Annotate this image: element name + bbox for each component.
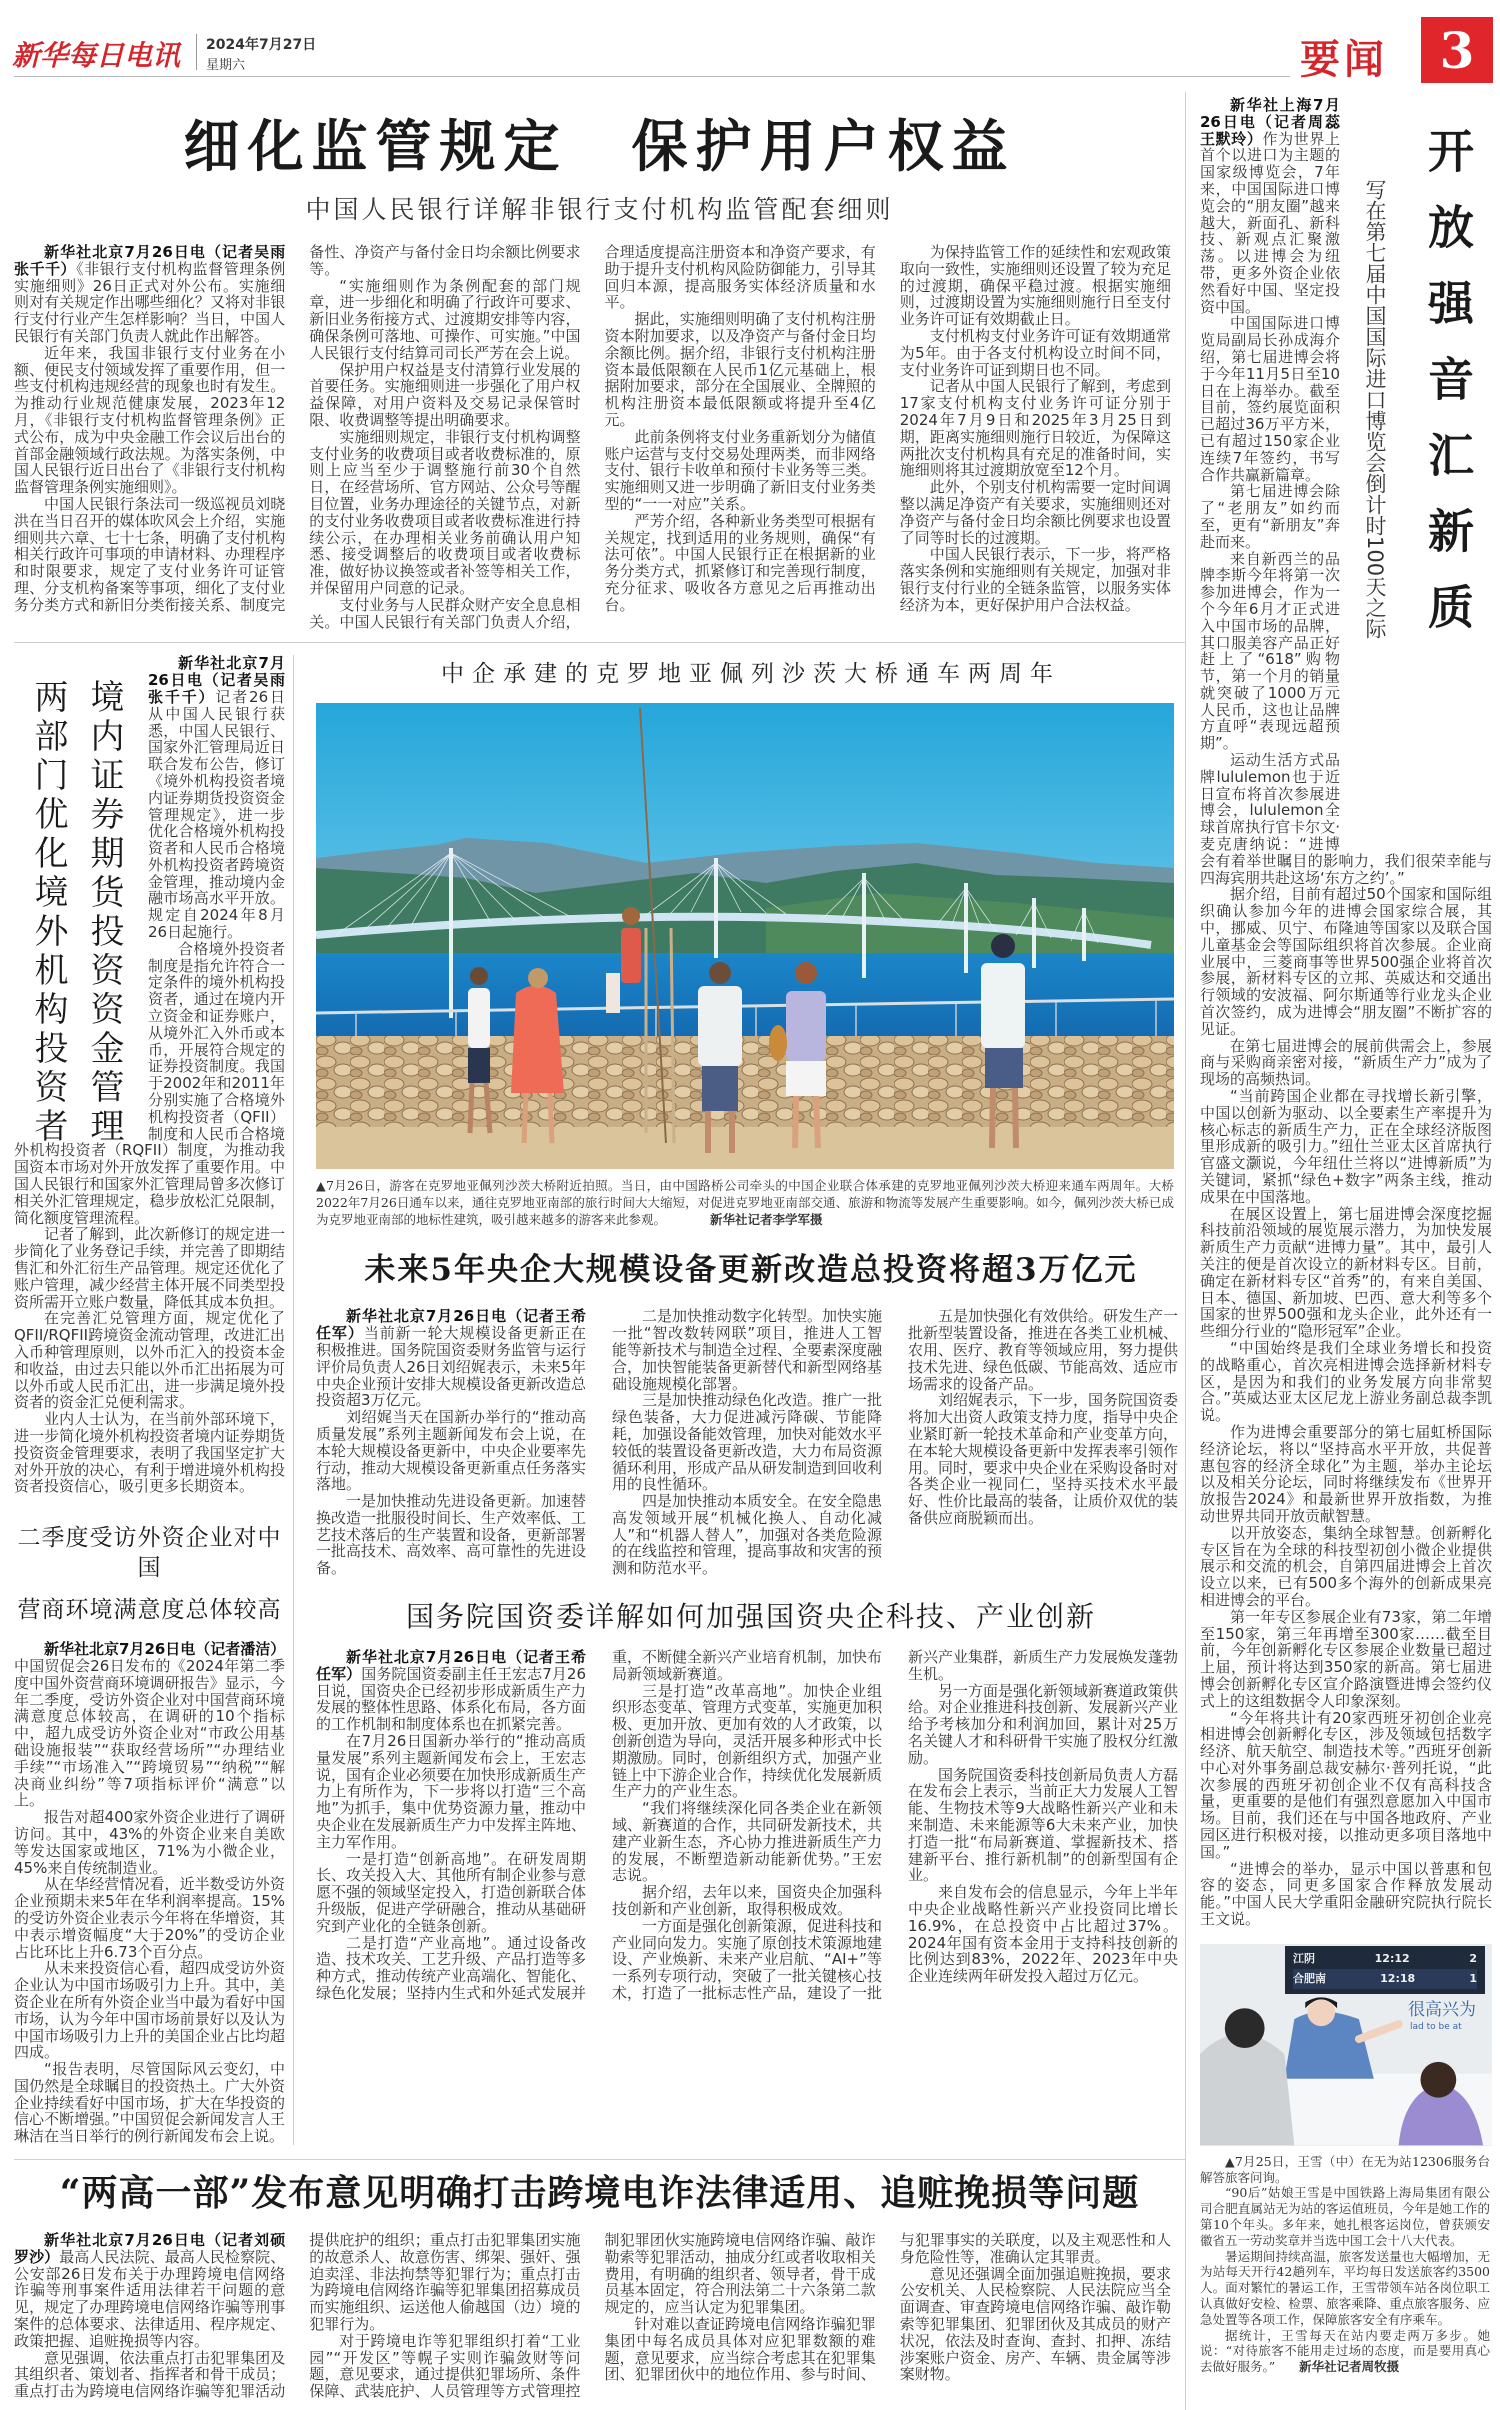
- paragraph-text: 实施细则规定，非银行支付机构调整支付业务的收费项目或者收费标准的，原则上应当至少于调整施行前30个自然日，在经营场所、官方网站、公众号等醒目位置，业务办理途径的关键节点，对新的支付业务收费项目或者收费标准进行持续公示，在办理相关业务前确认用户知悉、接受调整后的收费项目或者收费标准，做好协议换签或者补签等相关工作，并保留用户同意的记录。: [309, 427, 581, 597]
- article-paragraph: [14, 1876, 285, 1960]
- page-body: [0, 92, 1500, 2410]
- article-paragraph: [900, 378, 1171, 479]
- article-paragraph: [908, 1308, 1178, 1392]
- caption-text: ▲7月26日，游客在克罗地亚佩列沙茨大桥附近拍照。当日，由中国路桥公司牵头的中国企业联合体承建的克罗地亚佩列沙茨大桥迎来通车两周年。大桥2022年7月26日通车以来，通往克罗地亚南部的旅行时间大大缩短，对促进克罗地亚南部交通、旅游和物流等发展产生重要影响。如今，佩列沙茨大桥已成为克罗地亚南部的地标性建筑，吸引越来越多的游客来此参观。: [316, 1178, 1174, 1228]
- sign-english: lad to be at: [1410, 2021, 1462, 2032]
- paragraph-text: 国务院国资委科技创新局负责人方磊在发布会上表示，当前正大力发展人工智能、生物技术等9大战略性新兴产业和未来制造、未来能源等6大未来产业，加快打造一批“布局新赛道、掌握新技术、搭建新平台、推行新机制”的创新型国有企业。: [908, 1765, 1179, 1885]
- article-fraud-body: [14, 2232, 1185, 2400]
- dateline: 新华社北京7月26日电（记者刘硕 罗沙）: [14, 2231, 301, 2266]
- dateline: 新华社北京7月26日电（记者吴雨 张千千）: [148, 654, 301, 706]
- paragraph-text: “进博会的举办，显示中国以普惠和包容的姿态，同更多国家合作释放发展动能。”中国人民大学重阳金融研究院执行院长王文说。: [1200, 1859, 1492, 1929]
- paragraph-text: 国务院国资委副主任王宏志7月26日说，国资央企已经初步形成新质生产力发展的整体性思路、体系化布局，各方面的工作机制和制度体系也在抓紧完善。: [316, 1664, 587, 1734]
- paragraph-text: 第一年专区参展企业有73家，第二年增至150家，第三年再增至300家……截至目前，今年创新孵化专区参展企业数量已超过上届，预计将达到350家的新高。第七届进博会创新孵化专区宣介路演暨进博会签约仪式上的这组数据令人印象深刻。: [1200, 1607, 1492, 1710]
- article-qfii: [14, 654, 301, 1496]
- caption-paragraph: 据统计，王雪每天在站内要走两万多步。她说：“对待旅客不能用走过场的态度，而是要用真心去做好服务。” 新华社记者周牧摄: [1200, 2327, 1490, 2375]
- paragraph-text: 合格境外投资者制度是指允许符合一定条件的境外机构投资者，通过在境内开立资金和证券账户，从境外汇入外币或本币，开展符合规定的证券投资制度。我国于2002年和2011年分别实施了合格境外机构投资者（QFII）制度和人民币合格境外机构投资者（RQFII）制度，为推动我国资本市场对外开放发挥了重要作用。中国人民银行和国家外汇管理局曾多次修订相关外汇管理规定，稳步放松汇兑限制，简化额度管理流程。: [14, 939, 285, 1227]
- paragraph-text: 《非银行支付机构监督管理条例实施细则》26日正式对外公布。实施细则对有关规定作出哪些细化？又将对非银行支付行业产生怎样影响？当日，中国人民银行有关部门负责人就此作出解答。: [14, 259, 286, 345]
- paragraph-text: 意见强调，依法重点打击犯罪集团及其组织者、策划者、指挥者和骨干成员；重点打击为跨境电信网络诈骗等犯罪活动提供庇护的组织；重点打击犯罪集团实施的故意杀人、故意伤害、绑架、强奸、强迫卖淫、非法拘禁等犯罪行为；重点打击为跨境电信网络诈骗等犯罪集团招募成员而实施组织、运送他人偷越国（边）境的犯罪行为。: [14, 2231, 581, 2401]
- headline-payment: 细化监管规定 保护用户权益: [183, 114, 1016, 180]
- article-paragraph: [316, 1409, 586, 1493]
- article-paragraph: [612, 1392, 882, 1493]
- paragraph-text: 业内人士认为，在当前外部环境下，进一步简化境外机构投资者境内证券期货投资资金管理要求，表明了我国坚定扩大对外开放的决心，有利于增进境外机构投资者投资信心，吸引更多长期资本。: [14, 1410, 285, 1496]
- article-paragraph: [14, 1226, 285, 1310]
- right-column: [1200, 92, 1492, 2410]
- article-paragraph: [900, 2266, 1171, 2384]
- article-paragraph: [612, 1884, 882, 1918]
- paragraph-text: 针对难以查证跨境电信网络诈骗犯罪集团中每名成员具体对应犯罪数额的难题，意见要求，应当综合考虑其在犯罪集团、犯罪团伙中的地位作用、参与时间、与犯罪事实的关联度，以及主观恶性和人身危险性等，准确认定其罪责。: [604, 2231, 1171, 2384]
- paragraph-text: “中国始终是我们全球业务增长和投资的战略重心，首次亮相进博会选择新材料专区，是因为和我们的业务发展方向非常契合。”英威达亚太区尼龙上游业务副总裁李凯说。: [1200, 1338, 1492, 1425]
- paragraph-text: 据介绍，目前有超过50个国家和国际组织确认参加今年的进博会国家综合展，其中，挪威、贝宁、布隆迪等国家以及联合国儿童基金会等国际组织将首次参展。企业商业展中，三菱商事等世界500强企业将首次参展，新材料专区的立邦、英威达和交通出行领域的安波福、阿尔斯通等行业龙头企业首次签约，成为进博会“朋友圈”不断扩容的见证。: [1200, 885, 1492, 1038]
- caption-paragraph: “90后”姑娘王雪是中国铁路上海局集团有限公司合肥直属站无为站的客运值班员，今年是她工作的第10个年头。多年来，她扎根客运岗位，曾获颁安徽省五一劳动奖章并当选中国工会十八大代表。: [1200, 2185, 1490, 2248]
- center-column: [316, 655, 1186, 2145]
- paragraph-text: 保护用户权益是支付清算行业发展的首要任务。实施细则进一步强化了用户权益保障，对用户资料及交易记录保管时限、收费调整等提出明确要求。: [309, 360, 581, 429]
- paragraph-text: 第七届进博会除了“老朋友”如约而至，更有“新朋友”奔赴而来。: [1200, 482, 1340, 551]
- headline-fraud: “两高一部”发布意见明确打击跨境电诈法律适用、追赃挽损等问题: [59, 2172, 1140, 2215]
- article-paragraph: [908, 1683, 1178, 1767]
- ciie-headline-block: [1346, 97, 1492, 837]
- article-paragraph: [1200, 1038, 1492, 1088]
- article-paragraph: [14, 1809, 285, 1876]
- left-column: [14, 654, 301, 2146]
- article-paragraph: [612, 1683, 882, 1801]
- caption-paragraph: ▲7月25日，王雪（中）在无为站12306服务台解答旅客问询。: [1200, 2153, 1490, 2185]
- article-paragraph: [14, 2231, 301, 2350]
- article-paragraph: [1200, 1609, 1492, 1710]
- article-paragraph: [14, 1411, 285, 1495]
- article-paragraph: [605, 311, 876, 429]
- article-survey-body: [14, 1641, 285, 2145]
- paragraph-text: 来自发布会的信息显示，今年上半年中央企业战略性新兴产业投资同比增长16.9%，在总投资中占比超过37%。2024年国有资本金用于支持科技创新的比例达到83%，2022年、2023年中央企业连续两年研发投入超过万亿元。: [908, 1883, 1179, 1986]
- caption-paragraph: 暑运期间持续高温，旅客发送量也大幅增加，无为站每天开行42趟列车，平均每日发送旅客约3500人。面对繁忙的暑运工作，王雪带领车站各岗位职工认真做好安检、检票、旅客乘降、重点旅客服务、应急处置等各项工作，保障旅客安全有序乘车。: [1200, 2248, 1490, 2327]
- paragraph-text: 以开放姿态，集纳全球智慧。创新孵化专区旨在为全球的科技型初创小微企业提供展示和交流的机会，自第四届进博会上首次设立以来，已有500多个海外的创新成果亮相进博会的平台。: [1200, 1523, 1492, 1609]
- paragraph-text: 当前新一轮大规模设备更新正在积极推进。国务院国资委财务监管与运行评价局负责人26日刘绍娓表示，未来5年中央企业预计安排大规模设备更新改造总投资超3万亿元。: [316, 1324, 587, 1410]
- paragraph-text: 一是打造“创新高地”。在研发周期长、攻关投入大、其他所有制企业参与意愿不强的领域坚定投入，打造创新联合体升级版，促进产学研融合，推动从基础研究到产业化的全链条创新。: [316, 1849, 587, 1935]
- article-paragraph: [316, 1733, 586, 1851]
- headline-ciie: 开放强音汇新质: [1421, 127, 1475, 659]
- paragraph-text: “实施细则作为条例配套的部门规章，进一步细化和明确了行政许可要求、新旧业务衔接方式、过渡期安排等内容，确保条例可落地、可操作、可实施。”中国人民银行支付结算司司长严芳在会上说。: [309, 276, 581, 362]
- paragraph-text: 从未来投资信心看，超四成受访外资企业认为中国市场吸引力上升。其中，美资企业在所有外资企业当中最为看好中国市场，认为今年中国市场前景好以及认为中国市场吸引力上升的美国企业占比均超四成。: [14, 1959, 285, 2062]
- article-paragraph: [14, 1960, 285, 2061]
- paragraph-text: 在展区设置上，第七届进博会深度挖掘科技前沿领域的展览展示潜力，为加快发展新质生产力贡献“进博力量”。其中，最引人关注的便是首次设立的新材料专区。目前，确定在新材料专区“首秀”的，有来自美国、日本、德国、新加坡、巴西、意大利等多个国家的世界500强和龙头企业，此外还有一些细分行业的“隐形冠军”企业。: [1200, 1204, 1492, 1341]
- page-number-badge: [1421, 17, 1493, 83]
- paragraph-text: 支付业务与人民群众财产安全息息相关。中国人民银行有关部门负责人介绍，合理适度提高注册资本和净资产要求，有助于提升支付机构风险防御能力，引导其回归本源，提高服务实体经济质量和水平。: [309, 243, 876, 631]
- paragraph-text: 刘绍娓当天在国新办举行的“推动高质量发展”系列主题新闻发布会上说，在本轮大规模设备更新中，中央企业要率先行动，推动大规模设备更新重点任务落实落地。: [316, 1408, 587, 1494]
- article-paragraph: [316, 1307, 602, 1410]
- issue-weekday: 星期六: [206, 58, 246, 73]
- paragraph-text: 此外，个别支付机构需要一定时间调整以满足净资产有关要求，实施细则还对净资产与备付金日均余额比例要求也设置了同等时长的过渡期。: [899, 478, 1171, 547]
- article-sasac-body: [316, 1649, 1186, 2002]
- article-paragraph: [612, 1493, 882, 1577]
- photo-credit: 新华社记者周牧摄: [1299, 2359, 1400, 2375]
- article-paragraph: [1200, 1424, 1492, 1525]
- article-ciie: [1200, 97, 1492, 1928]
- paragraph-text: 三是打造“改革高地”。加快企业组织形态变革、管理方式变革，实施更加积极、更加开放、更加有效的人才政策，以创新创造为导向，灵活开展多种形式中长期激励。同时，创新组织方式，加强产业链上中下游企业合作，持续优化发展新质生产力的产业生态。: [612, 1681, 883, 1801]
- issue-date: 2024年7月27日: [206, 37, 317, 53]
- headline-survey-line2: 营商环境满意度总体较高: [17, 1597, 282, 1624]
- paragraph-text: 记者从中国人民银行了解到，考虑到17家支付机构支付业务许可证分别于2024年7月9日和2025年3月25日到期，距离实施细则施行日较近，为保障这两批次支付机构具有充足的准备时间，实施细则将其过渡期放宽至12个月。: [899, 377, 1171, 480]
- article-paragraph: [908, 1392, 1178, 1526]
- article-paragraph: [612, 1308, 882, 1392]
- article-paragraph: [1200, 1206, 1492, 1340]
- paragraph-text: 报告对超400家外资企业进行了调研访问。其中，43%的外资企业来自美欧等发达国家或地区，71%为小微企业，45%来自传统制造业。: [14, 1808, 285, 1877]
- dateline: 新华社北京7月26日电（记者潘洁）: [44, 1640, 286, 1659]
- article-paragraph: [1200, 1088, 1492, 1206]
- headline-qfii-line1: 两部门优化境外机构投资者: [28, 679, 68, 1148]
- paragraph-text: 二是加快推动数字化转型。加快实施一批“智改数转网联”项目，推进人工智能等新技术与制造全过程、全要素深度融合，加快智能装备更新替代和新型网络基础设施规模化部署。: [612, 1307, 883, 1393]
- middle-section: [14, 642, 1185, 2145]
- article-paragraph: [605, 429, 876, 513]
- headline-qfii-line2: 境内证券期货投资资金管理: [84, 679, 124, 1148]
- paragraph-text: 中国贸促会26日发布的《2024年第二季度中国外资营商环境调研报告》显示，今年二季度，受访外资企业对中国营商环境满意度总体较高，在调研的10个指标中，超九成受访外资企业对“市政公用基础设施报装”“获取经营场所”“办理结业手续”“市场准入”“跨境贸易”“纳税”“解决商业纠纷”等7项指标评价“满意”以上。: [14, 1656, 285, 1810]
- article-paragraph: [14, 345, 285, 496]
- article-paragraph: [316, 1493, 586, 1577]
- paragraph-text: 作为进博会重要部分的第七届虹桥国际经济论坛，将以“坚持高水平开放，共促普惠包容的经济全球化”为主题，举办主论坛以及相关分论坛，同时将继续发布《世界开放报告2024》和最新世界开放指数，为推动世界共同开放贡献智慧。: [1200, 1422, 1492, 1525]
- dateline: 新华社北京7月26日电（记者王希 任军）: [316, 1648, 602, 1683]
- paragraph-text: 据此，实施细则明确了支付机构注册资本附加要求，以及净资产与备付金日均余额比例。据介绍，非银行支付机构注册资本最低限额在人民币1亿元基础上，根据附加要求，部分在全国展业、全牌照的机构注册资本最低限额或将提升至4亿元。: [604, 310, 876, 429]
- page-number: 3: [1439, 20, 1475, 80]
- article-paragraph: [908, 1767, 1178, 1885]
- paragraph-text: 最高人民法院、最高人民检察院、公安部26日发布关于办理跨境电信网络诈骗等刑事案件适用法律若干问题的意见，规定了办理跨境电信网络诈骗等刑事案件的总体要求、法律适用、程序规定、政策把握、追赃挽损等内容。: [14, 2247, 286, 2350]
- paragraph-text: 从在华经营情况看，近半数受访外资企业预期未来5年在华利润率提高。15%的受访外资企业表示今年将在华增资，其中表示增资幅度“大于20%”的受访企业占比环比上升6.73个百分点。: [14, 1875, 285, 1961]
- article-paragraph: [908, 1884, 1178, 1985]
- article-paragraph: [1200, 1525, 1492, 1609]
- paragraph-text: “我们将继续深化同各类企业在新领域、新赛道的合作，共同研发新技术，共建产业新生态，齐心协力推进新质生产力的发展，不断塑造新动能新优势。”王宏志说。: [612, 1799, 883, 1885]
- main-column: [14, 92, 1186, 2410]
- article-payment-body: [14, 244, 1185, 630]
- article-paragraph: [316, 1851, 586, 1935]
- article-paragraph: [900, 546, 1171, 613]
- paragraph-text: 为保持监管工作的延续性和宏观政策取向一致性，实施细则还设置了较为充足的过渡期，确保平稳过渡。根据实施细则，过渡期设置为实施细则施行日至支付业务许可证有效期截止日。: [899, 243, 1171, 329]
- headline-sasac: 国务院国资委详解如何加强国资央企科技、产业创新: [405, 1600, 1096, 1634]
- section-name: 要闻: [1300, 36, 1388, 83]
- qfii-headline-block: [14, 655, 142, 1148]
- article-paragraph: [900, 244, 1171, 328]
- station-photo: [1200, 1944, 1492, 2146]
- paragraph-text: 另一方面是强化新领域新赛道政策供给。对企业推进科技创新、发展新兴产业给予考核加分和利润加回，累计对25万名关键人才和科研骨干实施了股权分红激励。: [908, 1681, 1179, 1767]
- paragraph-text: 在完善汇兑管理方面，规定优化了QFII/RQFII跨境资金流动管理，改进汇出入币种管理原则，以外币汇入的投资本金和收益，由过去只能以外币汇出拓展为可以外币或人民币汇出，进一步满足境外投资者的资金汇兑便利需求。: [14, 1309, 285, 1412]
- dateline: 新华社上海7月26日电（记者周蕊 王默玲）: [1200, 96, 1356, 148]
- subheadline-payment: 中国人民银行详解非银行支付机构监管配套细则: [305, 195, 894, 224]
- article-paragraph: [309, 278, 580, 362]
- headline-survey-line1: 二季度受访外资企业对中国: [17, 1525, 282, 1582]
- bridge-photo-caption: [316, 1177, 1174, 1228]
- article-paragraph: [14, 1310, 285, 1411]
- paragraph-text: 在7月26日国新办举行的“推动高质量发展”系列主题新闻发布会上，王宏志说，国有企业必须要在加快形成新质生产力上有所作为，下一步将以打造“三个高地”为抓手，集中优势资源力量，推动中央企业在发展新质生产力中发挥主阵地、主力军作用。: [316, 1732, 587, 1851]
- paragraph-text: 一方面是强化创新策源，促进科技和产业同向发力。实施了原创技术策源地建设、产业焕新、未来产业启航、“AI+”等一系列专项行动，突破了一批关键核心技术，打造了一批标志性产品，建设了一批新兴产业集群，新质生产力发展焕发蓬勃生机。: [612, 1648, 1179, 2003]
- subheadline-ciie: 写在第七届中国国际进口博览会倒计时100天之际: [1363, 179, 1387, 640]
- article-paragraph: [900, 479, 1171, 546]
- photo-bridge-title: 中企承建的克罗地亚佩列沙茨大桥通车两周年: [441, 661, 1061, 688]
- paragraph-text: “今年将共计有20家西班牙初创企业亮相进博会创新孵化专区，涉及领域包括数字经济、航天航空、制造技术等。”西班牙创新中心对外事务副总裁安赫尔·普列托说，“此次参展的西班牙初创企业不仅有高科技含量，更重要的是他们有强烈意愿加入中国市场。目前，我们还在与中国各地政府、产业园区进行积极对接，以推动更多项目落地中国。”: [1200, 1708, 1492, 1861]
- paragraph-text: 记者26日从中国人民银行获悉，中国人民银行、国家外汇管理局近日联合发布公告，修订《境外机构投资者境内证券期货投资资金管理规定》，进一步优化合格境外机构投资者和人民币合格境外机构投资者跨境资金管理，推动境内金融市场高水平开放。规定自2024年8月26日起施行。: [148, 687, 285, 942]
- article-paragraph: [900, 328, 1171, 378]
- article-paragraph: [14, 243, 301, 345]
- article-equipment-body: [316, 1308, 1186, 1577]
- paragraph-text: 对于跨境电诈等犯罪组织打着“工业园”“开发区”等幌子实则诈骗敛财等问题，意见要求，通过提供犯罪场所、条件保障、武装庇护、人员管理等方式管理控制犯罪团伙实施跨境电信网络诈骗、敲诈勒索等犯罪活动，抽成分红或者收取相关费用，有明确的组织者、领导者，骨干成员基本固定，符合刑法第二十六条第二款规定的，应当认定为犯罪集团。: [309, 2231, 876, 2401]
- photo-credit: 新华社记者李学军摄: [710, 1212, 823, 1228]
- bridge-photo: [316, 703, 1174, 1169]
- article-paragraph: [14, 2061, 285, 2145]
- article-paragraph: [316, 1648, 602, 1734]
- paragraph-text: 此前条例将支付业务重新划分为储值账户运营与支付交易处理两类，而非网络支付、银行卡收单和预付卡业务等三类。实施细则又进一步明确了新旧支付业务类型的“一一对应”关系。: [604, 427, 876, 513]
- bottom-section: [14, 2159, 1185, 2410]
- board-row: 江阴 12:12 2: [1293, 1951, 1477, 1965]
- paragraph-text: 来自新西兰的品牌李斯今年将第一次参加进博会，作为一个今年6月才正式进入中国市场的品牌，其口服美容产品正好赶上了“618”购物节，第一个月的销量就突破了1000万元人民币，这也让品牌方直呼“表现远超预期”。: [1200, 549, 1340, 753]
- article-paragraph: [1200, 1710, 1492, 1861]
- article-paragraph: [1200, 1861, 1492, 1928]
- masthead: [0, 0, 1500, 92]
- article-paragraph: [309, 362, 580, 429]
- paragraph-text: 意见还强调全面加强追赃挽损，要求公安机关、人民检察院、人民法院应当全面调查、审查跨境电信网络诈骗、敲诈勒索等犯罪集团、犯罪团伙及其成员的财产状况，依法及时查询、查封、扣押、冻结涉案账户资金、房产、车辆、贵金属等涉案财物。: [899, 2264, 1171, 2384]
- article-paragraph: [309, 429, 580, 597]
- station-photo-caption: [1200, 2154, 1490, 2375]
- paragraph-text: 五是加快强化有效供给。研发生产一批新型装置设备，推进在各类工业机械、农用、医疗、教育等领域应用，努力提供技术先进、绿色低碳、节能高效、适应市场需求的设备产品。: [908, 1307, 1179, 1393]
- paragraph-text: 中国国际进口博览局副局长孙成海介绍，第七届进博会将于今年11月5日至10日在上海举办。截至目前，签约展览面积已超过36万平方米，已有超过150家企业连续7年签约，书写合作共赢新篇章。: [1200, 314, 1340, 484]
- dateline: 新华社北京7月26日电（记者王希 任军）: [316, 1307, 602, 1343]
- paragraph-text: 一是加快推动先进设备更新。加速替换改造一批服役时间长、生产效率低、工艺技术落后的生产装置和设备，更新部署一批高技术、高效率、高可靠性的先进设备。: [316, 1492, 587, 1578]
- dateline: 新华社北京7月26日电（记者吴雨 张千千）: [14, 243, 301, 278]
- paragraph-text: 严芳介绍，各种新业务类型可根据有关规定，找到适用的业务规则，确保“有法可依”。中国人民银行正在根据新的业务分类方式，抓紧修订和完善现行制度，充分征求、吸收各方意见之后再推动出台。: [604, 511, 876, 614]
- paragraph-text: 在第七届进博会的展前供需会上，参展商与采购商亲密对接，“新质生产力”成为了现场的高频热词。: [1200, 1036, 1492, 1089]
- departure-board: [1285, 1946, 1485, 1994]
- paragraph-text: 中国人民银行表示，下一步，将严格落实条例和实施细则有关规定，加强对非银行支付行业的全链条监管，以服务实体经济为本，更好保护用户合法权益。: [899, 545, 1171, 614]
- article-paragraph: [1200, 1340, 1492, 1424]
- paragraph-text: 近年来，我国非银行支付业务在小额、便民支付领域发挥了重要作用，但一些支付机构违规经营的现象也时有发生。为推动行业规范健康发展，2023年12月，《非银行支付机构监督管理条例》正式公布，成为中央金融工作会议后出台的首部金融领域行政法规。为落实条例，中国人民银行近日出台了《非银行支付机构监督管理条例实施细则》。: [14, 343, 286, 497]
- newspaper-logo: 新华每日电讯: [12, 39, 181, 72]
- paragraph-text: 据介绍，去年以来，国资央企加强科技创新和产业创新，取得积极成效。: [612, 1883, 883, 1919]
- paragraph-text: 刘绍娓表示，下一步，国务院国资委将加大出资人政策支持力度，指导中央企业紧盯新一轮技术革命和产业变革方向，在本轮大规模设备更新中发挥表率引领作用。同时，要求中央企业在采购设备时对各类企业一视同仁，坚持买技术水平最好、性价比最高的装备，让质价双优的装备供应商脱颖而出。: [908, 1391, 1179, 1527]
- article-paragraph: [1200, 886, 1492, 1037]
- paragraph-text: “当前跨国企业都在寻找增长新引擎，中国以创新为驱动、以全要素生产率提升为核心标志的新质生产力，正在全球经济版图里形成新的吸引力。”纽仕兰亚太区首席执行官盛文灏说，今年纽仕兰将以“进博新质”为关键词，紧抓“绿色+数字”两条主线，推动成果在中国落地。: [1200, 1087, 1492, 1206]
- board-row: 合肥南 12:18 1: [1293, 1969, 1477, 1989]
- paragraph-text: 作为世界上首个以进口为主题的国家级博览会，7年来，中国国际进口博览会的“朋友圈”越来越大，新面孔、新科技、新观点汇聚激荡。以进博会为纽带，更多外资企业依然看好中国、坚定投资中国。: [1200, 129, 1340, 316]
- sign-text: 很高兴为: [1408, 1999, 1476, 2020]
- paragraph-text: 二是打造“产业高地”。通过设备改造、技术攻关、工艺升级、产品打造等多种方式，推动传统产业高端化、智能化、绿色化发展；坚持内生式和外延式发展并重，不断健全新兴产业培育机制，加快布局新领域新赛道。: [316, 1648, 883, 2003]
- paragraph-text: 四是加快推动本质安全。在安全隐患高发领域开展“机械化换人、自动化减人”和“机器人替人”，加强对各类危险源的在线监控和管理，提高事故和灾害的预测和防范水平。: [612, 1492, 883, 1578]
- article-paragraph: [14, 1641, 285, 1809]
- paragraph-text: 支付机构支付业务许可证有效期通常为5年。由于各支付机构设立时间不同，支付业务许可证到期日也不同。: [899, 326, 1171, 379]
- paragraph-text: 中国人民银行条法司一级巡视员刘晓洪在当日召开的媒体吹风会上介绍，实施细则共六章、七十七条，明确了支付机构相关行政许可事项的申请材料、办理程序和时限要求，规定了支付业务许可证管理、分支机构备案等事项，细化了支付业务分类方式和新旧分类衔接关系、制度完备性、净资产与备付金日均余额比例要求等。: [14, 243, 581, 614]
- article-paragraph: [612, 1800, 882, 1884]
- headline-equipment: 未来5年央企大规模设备更新改造总投资将超3万亿元: [364, 1252, 1138, 1289]
- paragraph-text: 运动生活方式品牌lululemon也于近日宣布将首次参展进博会，lululemon全球首席执行官卡尔文·麦克唐纳说：“进博会有着举世瞩目的影响力，我们很荣幸能与四海宾朋共赴这场‘东方之约’。”: [1200, 751, 1492, 887]
- paragraph-text: 三是加快推动绿色化改造。推广一批绿色装备，大力促进减污降碳、节能降耗，加强设备能效管理，加快对能效水平较低的装置设备更新改造，大力布局资源循环利用，形成产品从研发制造到回收利用的良性循环。: [612, 1391, 883, 1494]
- article-paragraph: [605, 513, 876, 614]
- paragraph-text: 记者了解到，此次新修订的规定进一步简化了业务登记手续，并完善了即期结售汇和外汇衍生产品管理。规定还优化了账户管理，减少经营主体开展不同类型投资所需开立账户数量，降低其成本负担。: [14, 1225, 285, 1311]
- paragraph-text: “报告表明，尽管国际风云变幻，中国仍然是全球瞩目的投资热土。广大外资企业持续看好中国市场，扩大在华投资的信心不断增强。”中国贸促会新闻发言人王琳洁在当日举行的例行新闻发布会上说。: [14, 2060, 285, 2146]
